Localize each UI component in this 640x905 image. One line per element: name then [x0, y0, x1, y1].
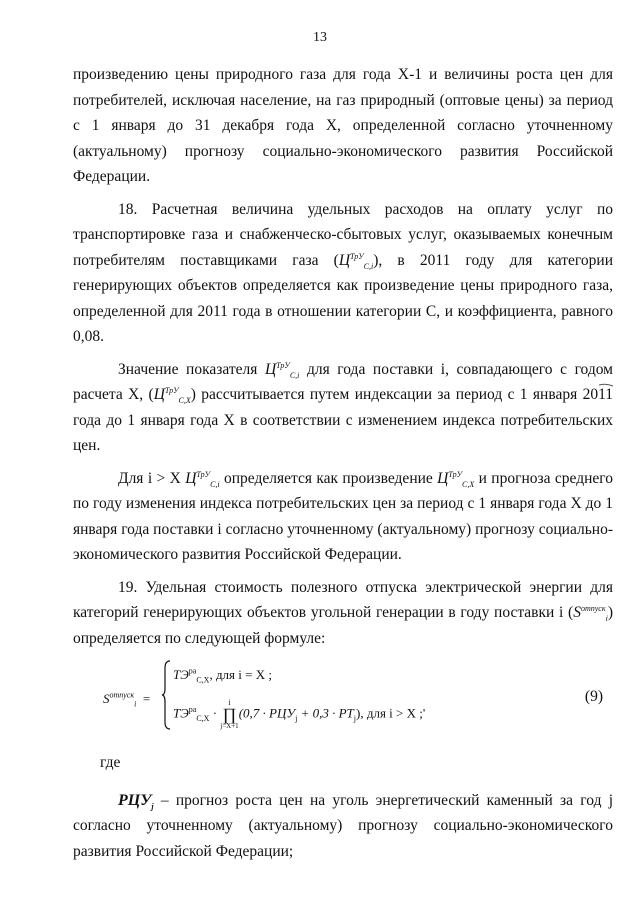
document-body — [73, 62, 613, 871]
symbol-c-tru-cx: $Ц^{ТрУ}_{С,X}$ — [437, 469, 475, 489]
paragraph-text: 18. Расчетная величина удельных расходов на оплату услуг по транспортировке газа и снабженческо-сбытовых услуг, оказываемых конечным потребителям поставщиками газа ( — [73, 200, 613, 269]
paragraph-text: ), в 2011 году для категории генерирующих объектов определяется как произведение цены природного газа, определенной для 2011 года в отношении категории С, и коэффициента, равного 0,08. — [73, 251, 613, 345]
where-label: где — [100, 754, 121, 771]
formula-case-equal: $ТЭ^{ра}_{С,X}$, для i = X ; — [173, 666, 272, 685]
symbol-c-tru-ci: $Ц^{ТрУ}_{С,i}$ — [185, 469, 220, 489]
symbol-c-tru-ci: $Ц^{ТрУ}_{С,i}$ — [264, 360, 300, 380]
definition-rtsu: $РЦУ_j$ – прогноз роста цен на уголь энергетический каменный за год j согласно уточненному (актуальному) прогнозу социально-экономического развития Российской Федерации; — [73, 791, 613, 860]
left-brace-icon — [161, 660, 171, 730]
paragraph-19: 19. Удельная стоимость полезного отпуска электрической энергии для категорий генерирующих объектов угольной генерации в году поставки i $(S^{отпуск}_i)$ определяется по следующей формуле: — [73, 578, 613, 647]
symbol-s-otpusk: $S^{отпуск}_i$ — [573, 603, 608, 624]
paragraph-18 — [73, 197, 613, 350]
symbol-c-tru: $Ц^{ТрУ}_{С,i}$ — [338, 251, 374, 271]
formula-number: (9) — [584, 688, 603, 705]
symbol-rtsu: $РЦУ_j$ — [118, 791, 154, 811]
formula-lhs: $S^{отпуск}_i$ = — [103, 690, 151, 709]
paragraph-continuation: произведению цены природного газа для года X-1 и величины роста цен для потребителей, исключая население, на газ природный (оптовые цены) за период с 1 января до 31 декабря года X, определенной согласно уточненному (актуальному) прогнозу социально-экономического развития Российской Федерации. — [73, 66, 613, 185]
paragraph-18-value: Значение показателя $Ц^{ТрУ}_{С,i}$ для года поставки i, совпадающего с годом расчета X, $(Ц^{ТрУ}_{С,X})$ рассчитывается путем индексации за период с 1 января 2011 года до 1 января года X в соответствии с изменением индекса потребительских цен. — [73, 360, 614, 454]
formula-case-greater: $ТЭ^{ра}_{С,X}$ · i ∏ j=X+1 $(0,7 \cdot РЦУ_j + 0,3 \cdot РТ_j)$, для i > X ;' — [173, 698, 426, 730]
formula-9 — [73, 658, 613, 740]
paragraph-18-forecast: Для i > X $Ц^{ТрУ}_{С,i}$ определяется как произведение $Ц^{ТрУ}_{С,X}$ и прогноза среднего по году изменения индекса потребительских цен за период с 1 января года X до 1 января года поставки i согласно уточненному (актуальному) прогнозу социально-экономического развития Российской Федерации. — [73, 469, 613, 563]
symbol-c-tru-cx: $Ц^{ТрУ}_{С,X}$ — [153, 385, 191, 406]
product-operator: i ∏ j=X+1 — [220, 698, 239, 730]
pen-mark-icon — [598, 383, 614, 387]
page-number: 13 — [313, 30, 327, 45]
